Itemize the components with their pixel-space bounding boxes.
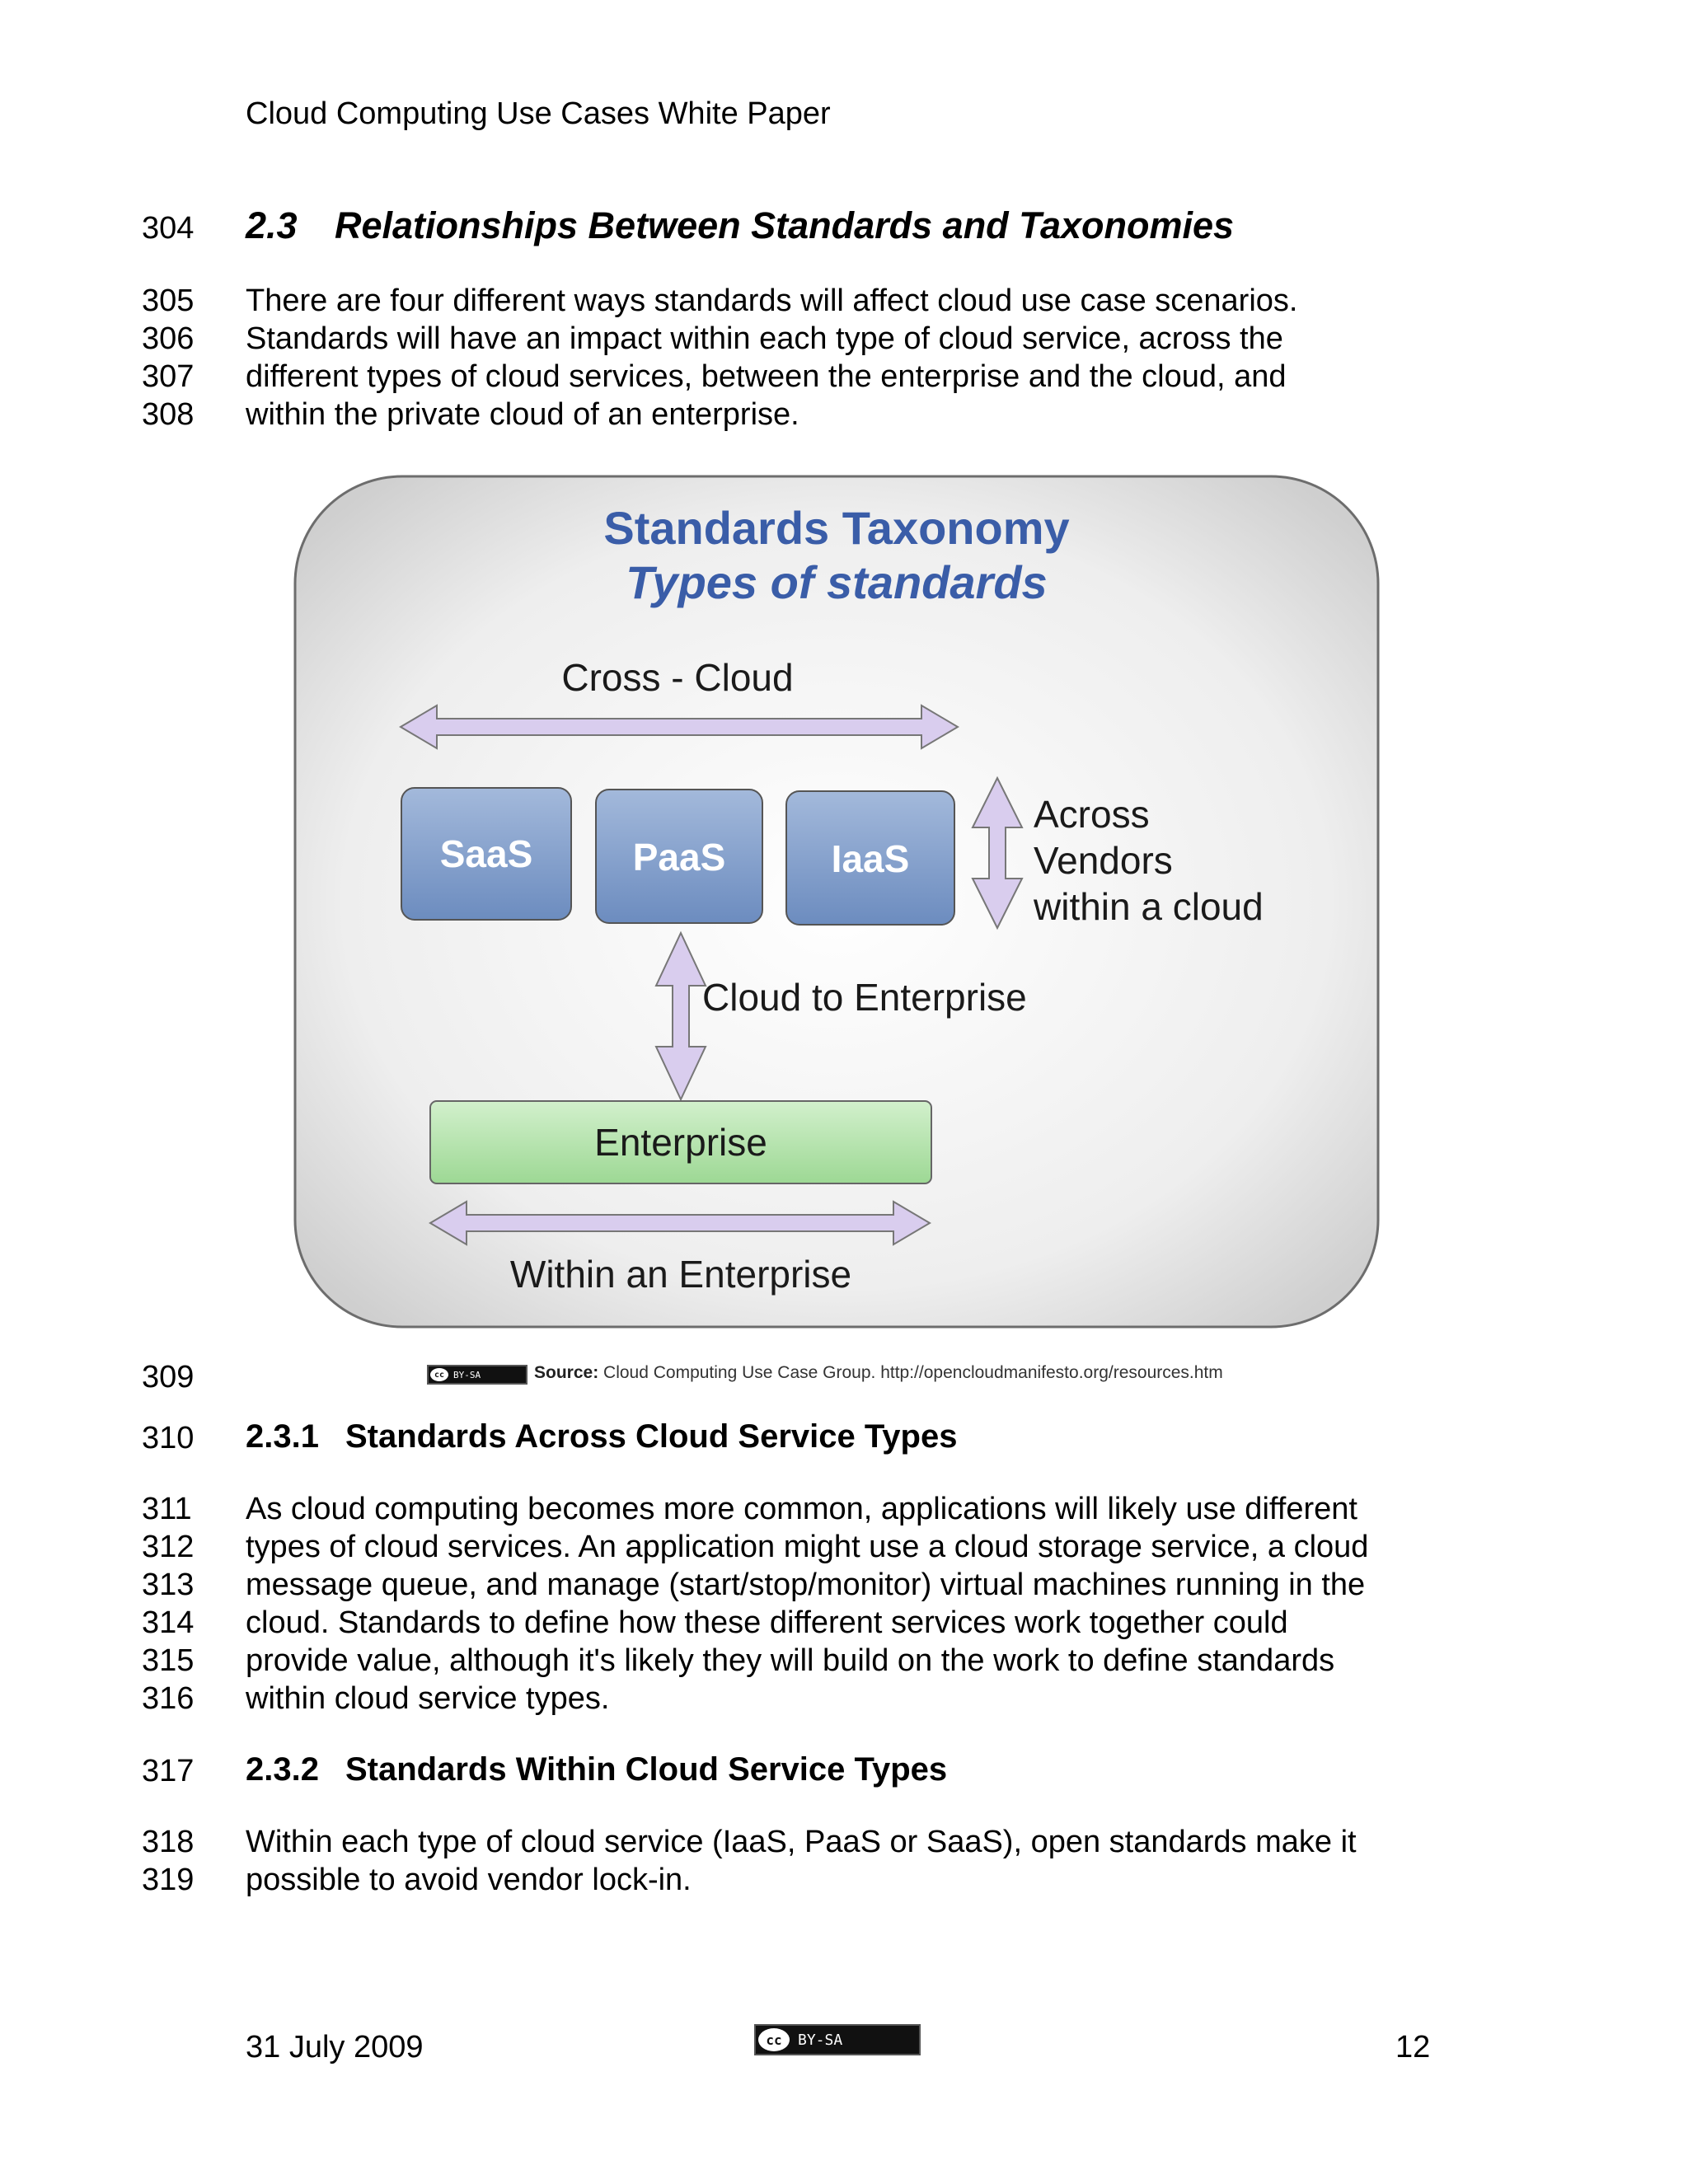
section-number: 2.3.1 bbox=[246, 1418, 319, 1455]
paragraph-line: provide value, although it's likely they will build on the work to define standards bbox=[246, 1643, 1335, 1678]
paas-label: PaaS bbox=[632, 836, 726, 879]
within-enterprise-label: Within an Enterprise bbox=[509, 1253, 852, 1296]
cc-by-sa-badge-small bbox=[427, 1365, 528, 1385]
paragraph-line: As cloud computing becomes more common, applications will likely use different bbox=[246, 1492, 1357, 1526]
taxonomy-diagram bbox=[292, 473, 1381, 1330]
paragraph-line: possible to avoid vendor lock-in. bbox=[246, 1863, 692, 1897]
cc-icon: cc bbox=[758, 2028, 790, 2051]
line-number: 311 bbox=[142, 1492, 192, 1526]
source-text: Cloud Computing Use Case Group. http://opencloudmanifesto.org/resources.htm bbox=[603, 1363, 1223, 1382]
line-number: 306 bbox=[142, 321, 195, 356]
enterprise-label: Enterprise bbox=[594, 1121, 767, 1164]
figure-source bbox=[534, 1363, 1223, 1383]
iaas-label: IaaS bbox=[831, 837, 910, 880]
cross-cloud-label: Cross - Cloud bbox=[561, 656, 794, 699]
across-vendors-line2: Vendors bbox=[1034, 839, 1173, 882]
standards-taxonomy-figure bbox=[292, 473, 1381, 1330]
figure-title-line1: Standards Taxonomy bbox=[603, 502, 1070, 554]
paragraph-line: within the private cloud of an enterprise. bbox=[246, 397, 799, 432]
section-title: Standards Across Cloud Service Types bbox=[345, 1418, 958, 1455]
section-title: Standards Within Cloud Service Types bbox=[345, 1751, 948, 1788]
line-number: 317 bbox=[142, 1754, 195, 1788]
line-number: 305 bbox=[142, 284, 195, 318]
cloud-to-enterprise-label: Cloud to Enterprise bbox=[702, 976, 1027, 1019]
section-title: Relationships Between Standards and Taxonomies bbox=[335, 204, 1235, 246]
line-number: 316 bbox=[142, 1681, 195, 1716]
section-heading-2-3-2 bbox=[246, 1751, 947, 1788]
line-number: 314 bbox=[142, 1605, 195, 1640]
line-number: 318 bbox=[142, 1825, 195, 1859]
line-number: 312 bbox=[142, 1530, 195, 1564]
license-text: BY-SA bbox=[798, 2031, 843, 2049]
line-number: 319 bbox=[142, 1863, 195, 1897]
source-label: Source: bbox=[534, 1363, 599, 1382]
paragraph-line: within cloud service types. bbox=[246, 1681, 610, 1716]
section-heading-2-3-1 bbox=[246, 1418, 957, 1455]
line-number: 308 bbox=[142, 397, 195, 432]
paragraph-line: There are four different ways standards will affect cloud use case scenarios. bbox=[246, 284, 1298, 318]
figure-title-line2: Types of standards bbox=[626, 556, 1048, 608]
line-number: 304 bbox=[142, 211, 195, 246]
across-vendors-line1: Across bbox=[1034, 793, 1150, 836]
running-header: Cloud Computing Use Cases White Paper bbox=[246, 96, 831, 131]
cc-by-sa-badge-footer bbox=[754, 2024, 921, 2055]
footer-date: 31 July 2009 bbox=[246, 2030, 424, 2064]
license-text: BY-SA bbox=[453, 1369, 481, 1380]
across-vendors-line3: within a cloud bbox=[1034, 885, 1264, 928]
page-number: 12 bbox=[1395, 2030, 1431, 2064]
cc-icon: cc bbox=[430, 1368, 448, 1381]
paragraph-line: message queue, and manage (start/stop/monitor) virtual machines running in the bbox=[246, 1568, 1366, 1602]
paragraph-line: types of cloud services. An application might use a cloud storage service, a cloud bbox=[246, 1530, 1369, 1564]
line-number: 307 bbox=[142, 359, 195, 394]
section-heading-2-3 bbox=[246, 204, 1234, 247]
paragraph-line: different types of cloud services, between the enterprise and the cloud, and bbox=[246, 359, 1287, 394]
section-number: 2.3.2 bbox=[246, 1751, 319, 1788]
paragraph-line: cloud. Standards to define how these different services work together could bbox=[246, 1605, 1288, 1640]
line-number: 313 bbox=[142, 1568, 195, 1602]
line-number: 315 bbox=[142, 1643, 195, 1678]
line-number: 310 bbox=[142, 1421, 195, 1455]
paragraph-line: Within each type of cloud service (IaaS, PaaS or SaaS), open standards make it bbox=[246, 1825, 1357, 1859]
saas-label: SaaS bbox=[439, 832, 533, 875]
line-number: 309 bbox=[142, 1360, 195, 1394]
section-number: 2.3 bbox=[246, 204, 298, 246]
paragraph-line: Standards will have an impact within each type of cloud service, across the bbox=[246, 321, 1283, 356]
